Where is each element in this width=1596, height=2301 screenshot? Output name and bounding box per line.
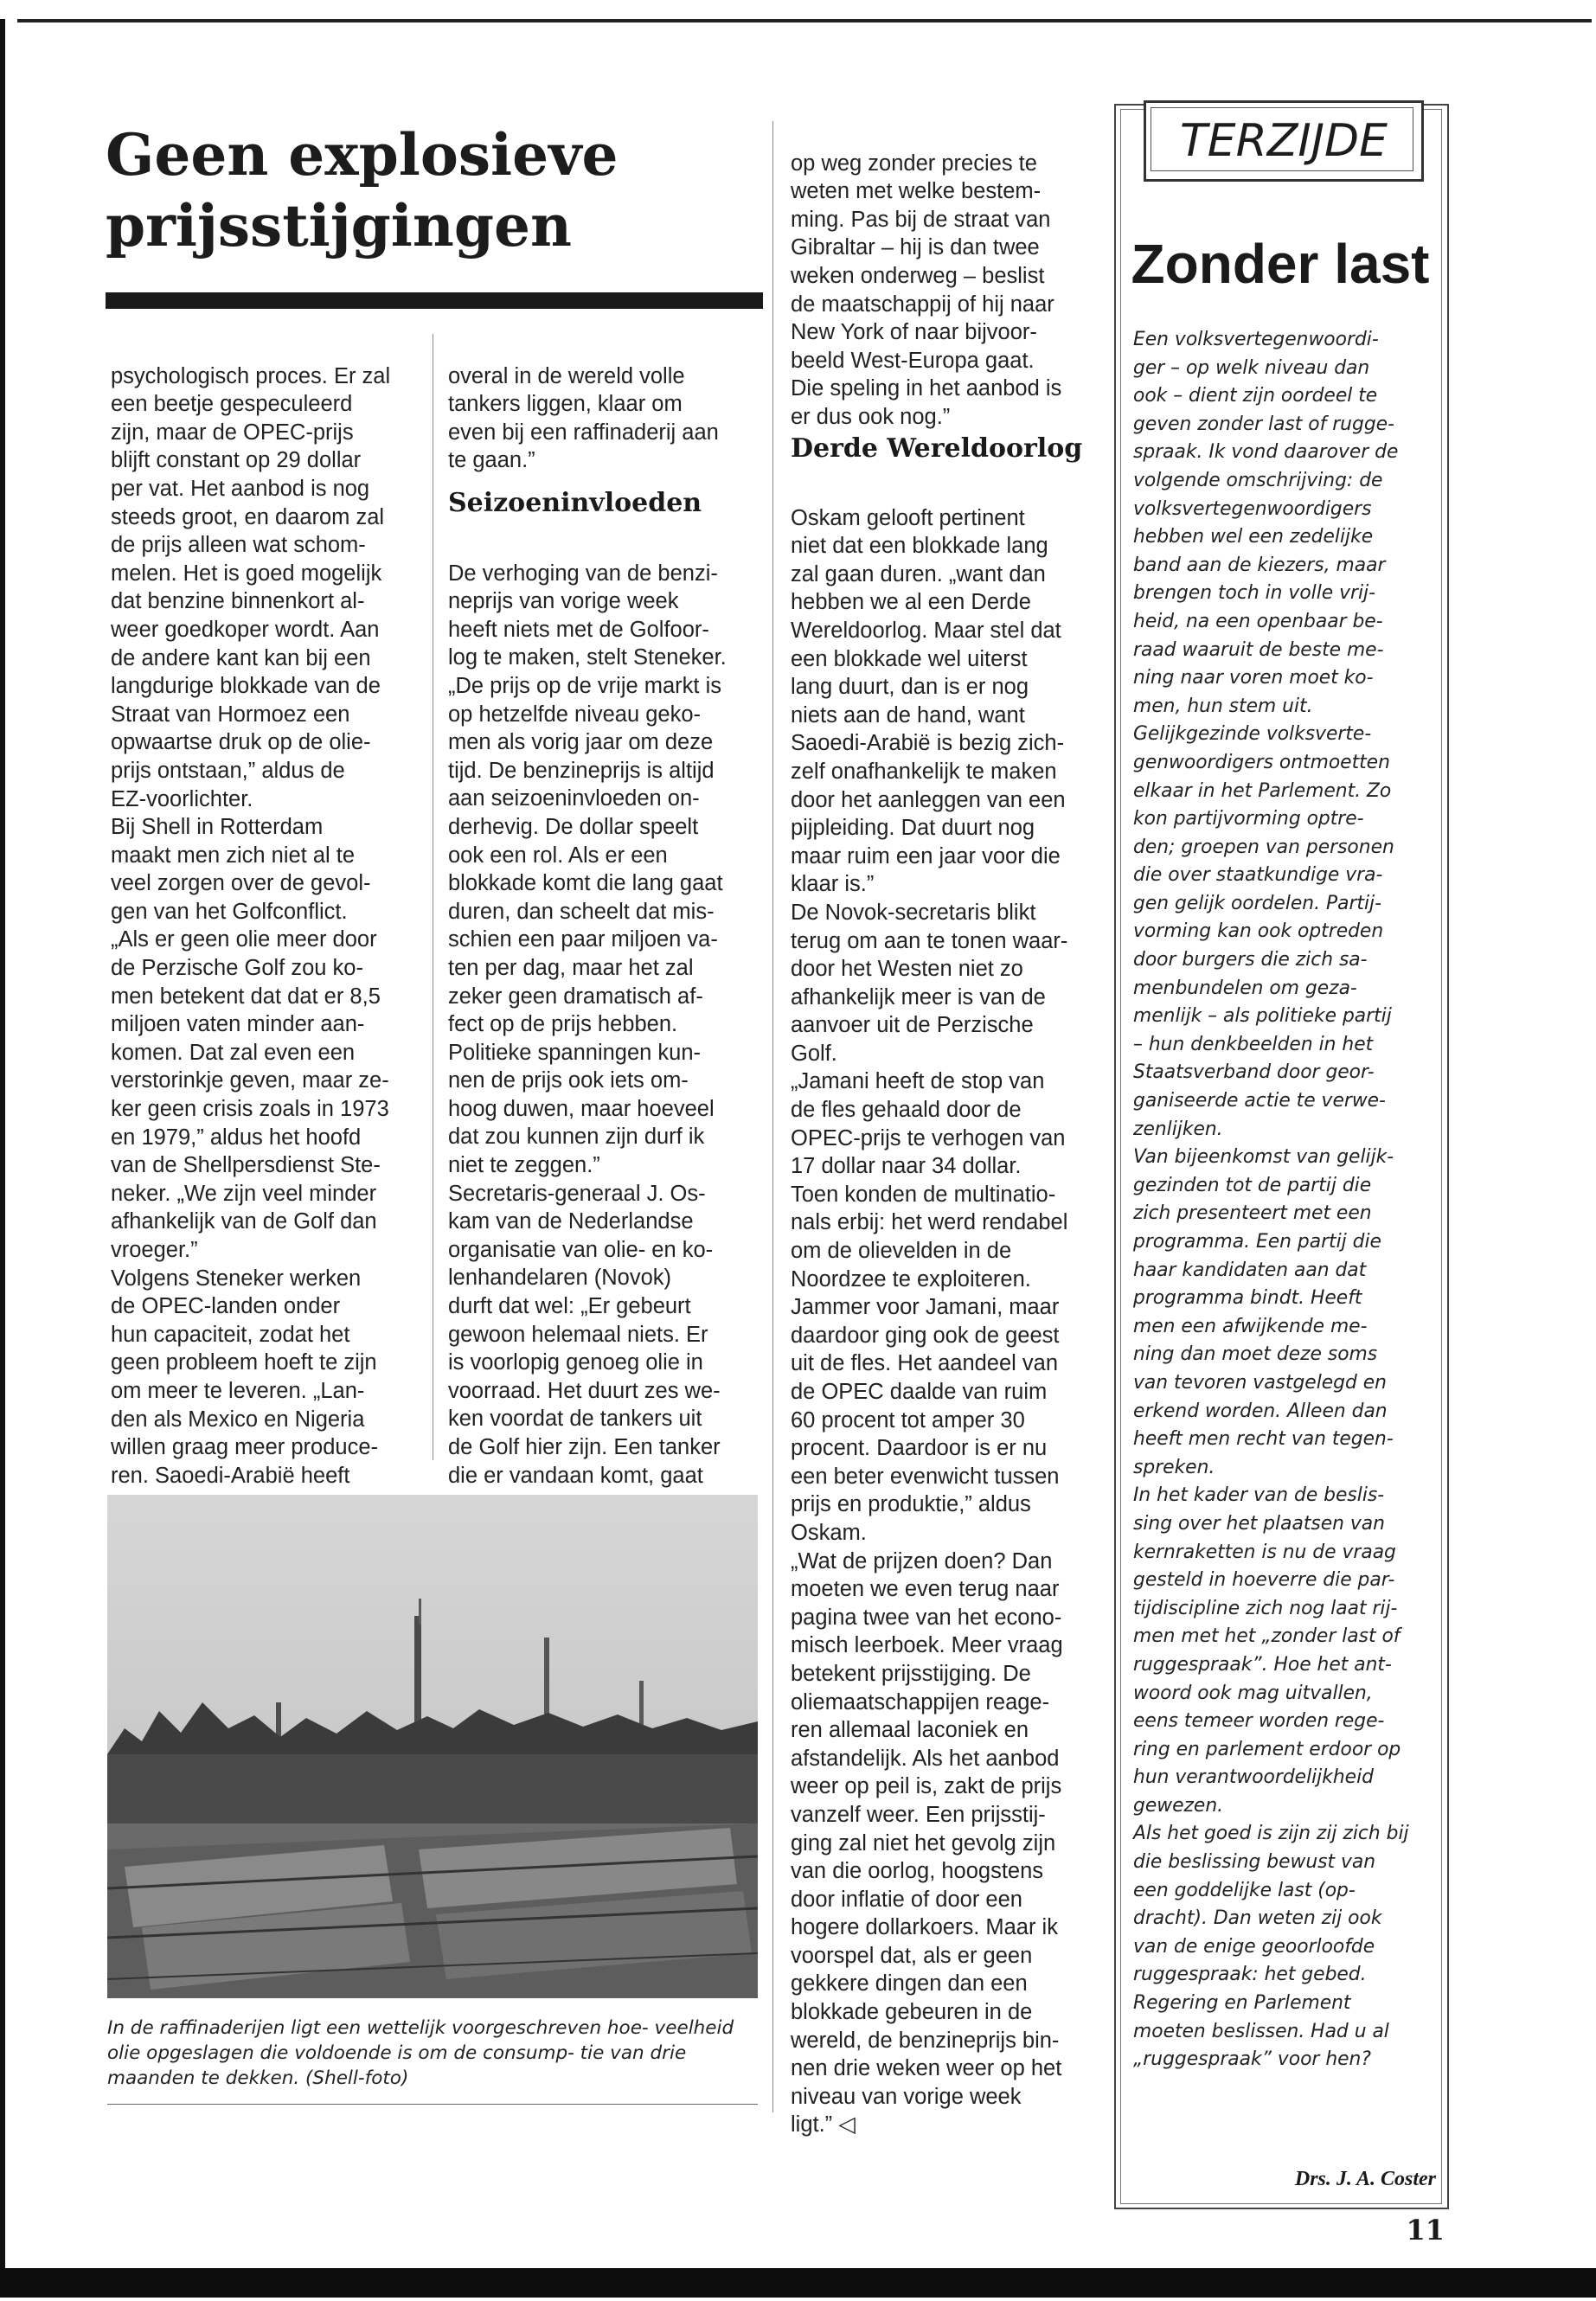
column-2-text: De verhoging van de benzi- neprijs van vorige week heeft niets met de Golfoor- log te maken, stelt Steneker. „De prijs op de vrije markt is op hetzelfde niveau geko- men als vorig jaar om deze tijd. De benzineprijs is altijd aan seizoeninvloeden on- derhevig. De dollar speelt ook een rol. Als er een blokkade komt die lang gaat duren, dan scheelt dat mis- schien een paar miljoen va- ten per dag, maar het zal zeker geen dramatisch af- fect op de prijs hebben. Politieke spanningen kun- nen de prijs ook iets om- hoog duwen, maar hoeveel dat zou kunnen zijn durf ik niet te zeggen.” Secretaris-generaal J. Os- kam van de Nederlandse organisatie van olie- en ko- lenhandelaren (Novok) durft dat wel: „Er gebeurt gewoon helemaal niets. Er is voorlopig genoeg olie in voorraad. Het duurt zes we- ken voordat de tankers uit de Golf hier zijn. Een tanker die er vandaan komt, gaat: [448, 561, 727, 1488]
bottom-bar: [0, 2268, 1596, 2298]
column-3-intro: op weg zonder precies te weten met welke bestem- ming. Pas bij de straat van Gibraltar – hij is dan twee weken onderweg – beslist de maatschappij of hij naar New York of naar bijvoor- beeld West-Europa gaat. Die speling in het aanbod is er dus ook nog.”: [791, 151, 1062, 429]
terzijde-label: TERZIJDE: [1144, 100, 1424, 182]
column-3: [791, 121, 1104, 459]
subheading-seizoeninvloeden: Seizoeninvloeden: [448, 488, 702, 518]
box-title: Zonder last: [1131, 233, 1430, 295]
page-number: 11: [1406, 2214, 1445, 2247]
column-3-body: [791, 476, 1104, 2168]
column-1: [111, 334, 422, 1518]
column-1-text: psychologisch proces. Er zal een beetje gespeculeerd zijn, maar de OPEC-prijs blijft constant op 29 dollar per vat. Het aanbod is nog steeds groot, en daarom zal de prijs alleen wat schom- melen. Het is goed mogelijk dat benzine binnenkort al- weer goedkoper wordt. Aan de andere kant kan bij een langdurige blokkade van de Straat van Hormoez een opwaartse druk op de olie- prijs ontstaan,” aldus de EZ-voorlichter. Bij Shell in Rotterdam maakt men zich niet al te veel zorgen over de gevol- gen van het Golfconflict. „Als er geen olie meer door de Perzische Golf zou ko- men betekent dat dat er 8,5 miljoen vaten minder aan- komen. Dat zal even een verstorinkje geven, maar ze- ker geen crisis zoals in 1973 en 1979,” aldus het hoofd van de Shellpersdienst Ste- neker. „We zijn veel minder afhankelijk van de Golf dan vroeger.” Volgens Steneker werken de OPEC-landen onder hun capaciteit, zodat het geen probleem hoeft te zijn om meer te leveren. „Lan- den als Mexico en Nigeria willen graag meer produce- ren. Saoedi-Arabië heeft: [111, 363, 391, 1488]
terzijde-label-inner: [1151, 107, 1413, 171]
caption-rule: [107, 2104, 758, 2105]
article-headline: Geen explosieve prijsstijgingen: [106, 121, 619, 260]
top-rule: [17, 19, 1592, 22]
left-edge: [0, 19, 5, 2268]
box-text: Een volksvertegenwoordi- ger – op welk niveau dan ook – dient zijn oordeel te geven zonder last of rugge- spraak. Ik vond daarover de volgende omschrijving: de volksvertegenwoordigers hebben wel een zedelijke band aan de kiezers, maar brengen toch in volle vrij- heid, na een openbaar be- raad waaruit de beste me- ning naar voren moet ko- men, hun stem uit. Gelijkgezinde volksverte- genwoordigers ontmoetten elkaar in het Parlement. Zo kon partijvorming optre- den; groepen van personen die over staatkundige vra- gen gelijk oordelen. Partij- vorming kan ook optreden door burgers die zich sa- menbundelen om geza- menlijk – als politieke partij – hun denkbeelden in het Staatsverband door geor- ganiseerde actie te verwe- zenlijken. Van bijeenkomst van gelijk- gezinden tot de partij die zich presenteert met een programma. Een partij die haar kandidaten aan dat programma bindt. Heeft men een afwijkende me- ning dan moet deze soms van tevoren vastgelegd en erkend worden. Alleen dan heeft men recht van tegen- spreken. In het kader van de beslis- sing over het plaatsen van kernraketten is nu de vraag gesteld in hoeverre die par- tijdiscipline zich nog laat rij- men met het „zonder last of ruggespraak”. Hoe het ant- woord ook mag uitvallen, eens temeer worden rege- ring en parlement erdoor op hun verantwoordelijkheid gewezen. Als het goed is zijn zij zich bij die beslissing bewust van een goddelijke last (op- dracht). Dan weten zij ook van de enige geoorloofde ruggespraak: het gebed. Regering en Parlement moeten beslissen. Had u al „ruggespraak” voor hen?: [1133, 329, 1409, 2071]
box-author: Drs. J. A. Coster: [1294, 2168, 1436, 2190]
column-2-body: [448, 531, 755, 1518]
refinery-photo: [107, 1495, 758, 1998]
subheading-derde-wereldoorlog: Derde Wereldoorlog: [791, 433, 1083, 464]
column-2: [448, 334, 755, 503]
column-3-text: Oskam gelooft pertinent niet dat een blokkade lang zal gaan duren. „want dan hebben we al een Derde Wereldoorlog. Maar stel dat een blokkade wel uiterst lang duurt, dan is er nog niets aan de hand, want Saoedi-Arabië is bezig zich- zelf onafhankelijk te maken door het aanleggen van een pijpleiding. Dat duurt nog maar ruim een jaar voor die klaar is.” De Novok-secretaris blikt terug om aan te tonen waar- door het Westen niet zo afhankelijk meer is van de aanvoer uit de Perzische Golf. „Jamani heeft de stop van de fles gehaald door de OPEC-prijs te verhogen van 17 dollar naar 34 dollar. Toen konden de multinatio- nals erbij: het werd rendabel om de olievelden in de Noordzee te exploiteren. Jammer voor Jamani, maar daardoor ging ook de geest uit de fles. Het aandeel van de OPEC daalde van ruim 60 procent tot amper 30 procent. Daardoor is er nu een beter evenwicht tussen prijs en produktie,” aldus Oskam. „Wat de prijzen doen? Dan moeten we even terug naar pagina twee van het econo- misch leerboek. Meer vraag betekent prijsstijging. De oliemaatschappijen reage- ren allemaal laconiek en afstandelijk. Als het aanbod weer op peil is, zakt de prijs vanzelf weer. Een prijsstij- ging zal niet het gevolg zijn van die oorlog, hoogstens door inflatie of door een hogere dollarkoers. Maar ik voorspel dat, als er geen gekkere dingen dan een blokkade gebeuren in de wereld, de benzineprijs bin- nen drie weken weer op het niveau van vorige week ligt.” ◁: [791, 505, 1068, 2138]
headline-bar: [106, 292, 763, 309]
column-divider-2: [772, 121, 773, 2112]
column-2-intro: overal in de wereld volle tankers liggen, klaar om even bij een raffinaderij aan te gaan.”: [448, 363, 719, 473]
photo-caption: In de raffinaderijen ligt een wettelijk voorgeschreven hoe- veelheid olie opgeslagen die voldoende is om de consump- tie van drie maanden te dekken. (Shell-foto): [107, 2017, 734, 2089]
